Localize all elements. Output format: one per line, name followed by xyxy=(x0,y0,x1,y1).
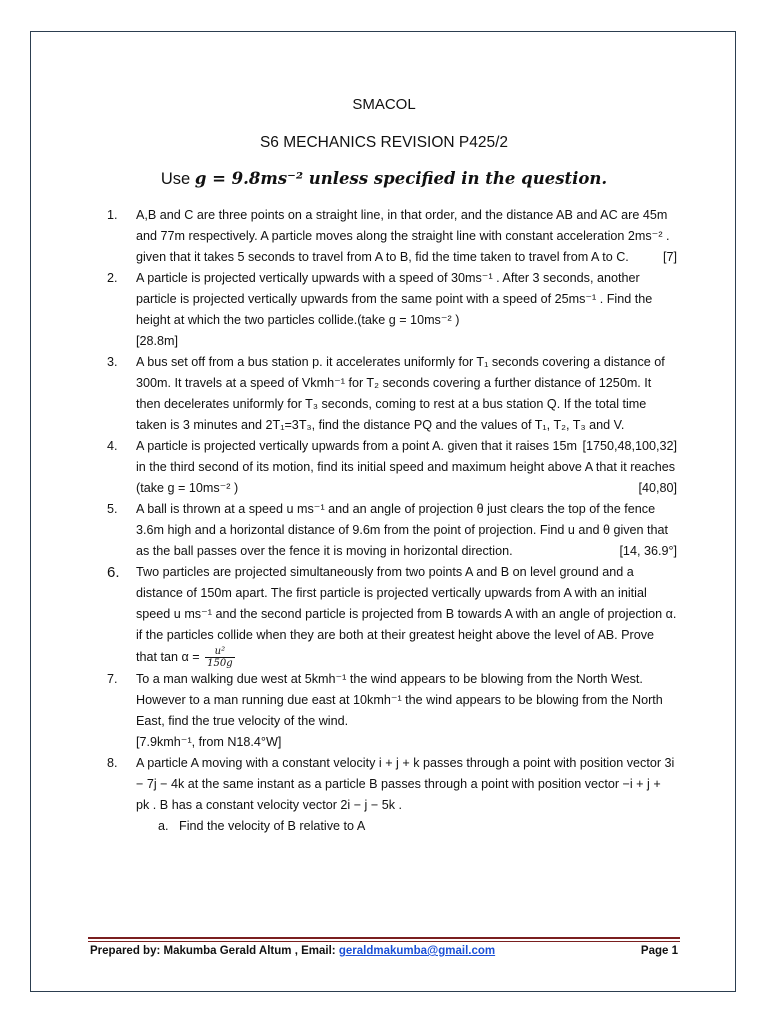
school-name: SMACOL xyxy=(352,96,416,113)
email-link[interactable]: geraldmakumba@gmail.com xyxy=(338,945,496,957)
question-number: 7. xyxy=(107,672,118,686)
question-answer: [28.8m] xyxy=(136,334,178,348)
question-answer: [7] xyxy=(662,250,677,264)
sub-question-text: Find the velocity of B relative to A xyxy=(179,819,366,833)
question-text: A bus set off from a bus station p. it accelerates uniformly for T₁ seconds covering a distance of 300m. It travels at a speed of Vkmh⁻¹ for T₂ seconds covering a further distance of 1250m. It then decelerates uniformly for T₃ seconds, coming to rest at a bus station Q. If the total time taken is 3 minutes and 2T₁=3T₃, find the distance PQ and the values of T₁, T₂, T₃ and V. xyxy=(136,355,665,432)
question-7 xyxy=(107,669,677,753)
question-text: A ball is thrown at a speed u ms⁻¹ and an angle of projection θ just clears the top of the fence 3.6m high and a horizontal distance of 9.6m from the point of projection. Find u and θ given that as the ball passes over the fence it is moving in horizontal direction. xyxy=(136,502,669,558)
instruction-formula: g = 9.8ms⁻² unless specified in the question. xyxy=(194,169,608,188)
question-text: To a man walking due west at 5kmh⁻¹ the wind appears to be blowing from the North West. However to a man running due east at 10kmh⁻¹ the wind appears to be blowing from the North East, find the true velocity of the wind. xyxy=(136,672,663,728)
instruction-prefix: Use xyxy=(160,170,191,188)
question-number: 2. xyxy=(107,271,118,285)
page-footer xyxy=(90,945,680,957)
question-number: 4. xyxy=(107,439,118,453)
question-number: 6. xyxy=(107,564,120,581)
question-answer: [40,80] xyxy=(638,481,677,495)
question-text: Two particles are projected simultaneously from two points A and B on level ground and a distance of 150m apart. The first particle is projected vertically upwards from A with an initial speed u ms⁻¹ and the second particle is projected from B towards A with an angle of projection α. if the particles collide when they are both at their greatest height above the level of AB. Prove that tan α = xyxy=(136,565,677,664)
prepared-by: Prepared by: Makumba Gerald Altum , Email: xyxy=(90,945,336,957)
question-answer: [7.9kmh⁻¹, from N18.4°W] xyxy=(136,735,282,749)
question-text: A particle is projected vertically upwards from a point A. given that it raises 15m in the third second of its motion, find its initial speed and maximum height above A that it reaches (take g = 10ms⁻² ) xyxy=(136,439,676,495)
question-2 xyxy=(107,268,677,352)
question-list xyxy=(107,205,677,837)
footer-divider-thin xyxy=(88,941,680,942)
question-4 xyxy=(107,436,677,499)
question-answer: [1750,48,100,32] xyxy=(582,439,677,453)
footer-divider xyxy=(88,937,680,939)
fraction xyxy=(205,646,235,669)
question-6 xyxy=(107,562,677,669)
question-number: 3. xyxy=(107,355,118,369)
fraction-numerator: u² xyxy=(205,646,235,658)
sub-question-label: a. xyxy=(158,819,169,833)
question-answer: [14, 36.9°] xyxy=(619,544,677,558)
question-text: A particle is projected vertically upwards with a speed of 30ms⁻¹ . After 3 seconds, another particle is projected vertically upwards from the same point with a speed of 25ms⁻¹ . Find the height at which the two particles collide.(take g = 10ms⁻² ) xyxy=(136,271,653,327)
question-number: 1. xyxy=(107,208,118,222)
question-5 xyxy=(107,499,677,562)
sub-question-a xyxy=(136,816,677,837)
gravity-instruction xyxy=(0,169,768,189)
question-8 xyxy=(107,753,677,837)
document-title: S6 MECHANICS REVISION P425/2 xyxy=(259,134,509,151)
question-3 xyxy=(107,352,677,453)
question-text: A,B and C are three points on a straight line, in that order, and the distance AB and AC are 45m and 77m respectively. A particle moves along the straight line with constant acceleration 2ms⁻² . given that it takes 5 seconds to travel from A to B, fid the time taken to travel from A to C. xyxy=(136,208,670,264)
fraction-denominator: 150g xyxy=(207,658,233,669)
question-1 xyxy=(107,205,677,268)
question-number: 5. xyxy=(107,502,118,516)
question-text: A particle A moving with a constant velocity i + j + k passes through a point with position vector 3i − 7j − 4k at the same instant as a particle B passes through a point with position vector −i + j + pk . B has a constant velocity vector 2i − j − 5k . xyxy=(136,756,675,812)
question-number: 8. xyxy=(107,756,118,770)
page-number: Page 1 xyxy=(640,945,678,957)
